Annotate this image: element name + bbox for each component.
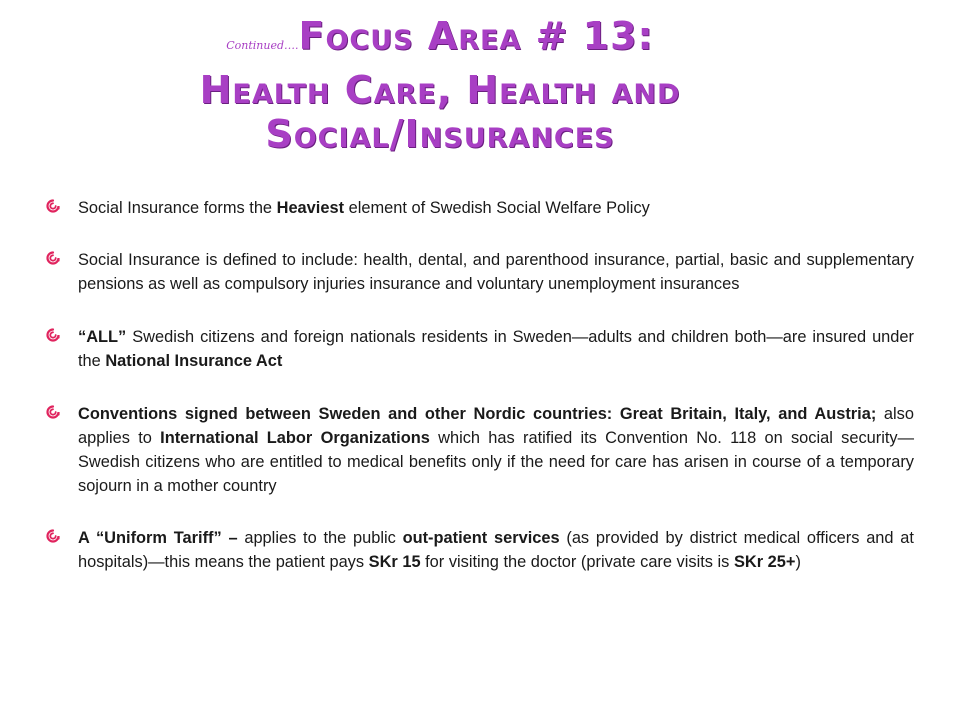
bullet-text: Social Insurance forms the [78,199,277,217]
bullet-list [44,196,914,574]
bullet-item [44,196,914,220]
bullet-text: which has ratified its Convention No. 118 on social security—Swedish citizens who are entitled to medical benefits only if the need for care has arisen in course of a temporary sojourn in a mother country [78,429,915,495]
swirl-bullet-icon [46,251,60,265]
title-line-1 [40,14,840,68]
swirl-bullet-icon [46,529,60,543]
bullet-text: ) [795,553,801,571]
bullet-bold-text: SKr 25+ [733,553,796,571]
slide-title [40,14,840,156]
bullet-item [44,248,914,296]
title-prefix: Continued…. [226,39,299,52]
bullet-bold-text: Heaviest [276,199,345,217]
bullet-bold-text: out-patient services [402,529,560,547]
bullet-bold-text: A “Uniform Tariff” – [78,529,238,547]
swirl-bullet-icon [46,199,60,213]
bullet-bold-text: Conventions signed between Sweden and other Nordic countries: Great Britain, Italy, and Austria; [78,405,877,423]
bullet-bold-text: SKr 15 [368,553,421,571]
bullet-item [44,325,914,373]
bullet-text: element of Swedish Social Welfare Policy [344,199,650,217]
swirl-bullet-icon [46,405,60,419]
bullet-text: also applies to [78,405,914,447]
title-text-1: Focus Area # 13: [298,14,654,58]
bullet-text: applies to the public [237,529,403,547]
bullet-bold-text: International Labor Organizations [160,429,430,447]
bullet-bold-text: National Insurance Act [105,352,283,370]
bullet-item [44,402,914,498]
swirl-bullet-icon [46,328,60,342]
bullet-text: (as provided by district medical officers and at hospitals)—this means the patient pays [78,529,914,571]
bullet-text: Social Insurance is defined to include: health, dental, and parenthood insurance, partial, basic and supplementary pensions as well as compulsory injuries insurance and voluntary unemployment insurances [78,251,914,293]
bullet-text: for visiting the doctor (private care visits is [420,553,734,571]
bullet-text: Swedish citizens and foreign nationals residents in Sweden—adults and children both—are insured under the [78,328,914,370]
title-line-2: Health Care, Health and [199,68,681,112]
title-line-3: Social/Insurances [265,112,615,156]
bullet-bold-text: “ALL” [78,328,127,346]
bullet-item [44,526,914,574]
